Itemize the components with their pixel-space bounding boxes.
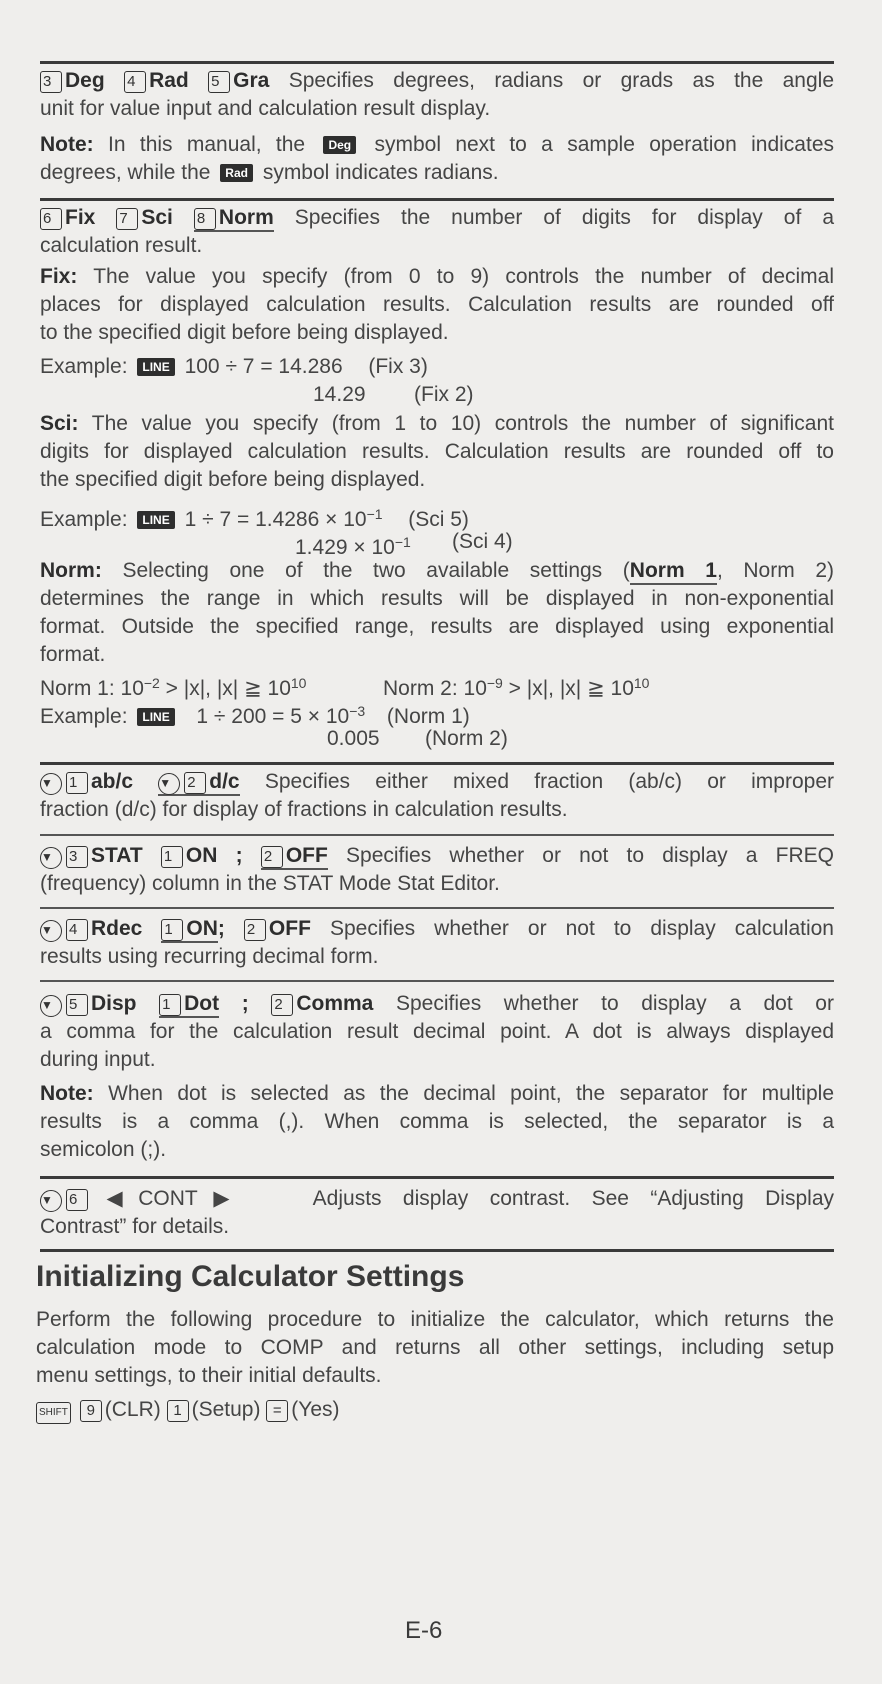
note-text-c: degrees, while the (40, 161, 211, 184)
norm-ex2-note: (Norm 2) (425, 727, 508, 750)
stat-desc: Specifies whether or not to display a FREQ (346, 844, 835, 867)
rdec-off: OFF (268, 917, 311, 940)
down-arrow-icon: ▼ (40, 847, 62, 869)
setup-label: (Setup) (191, 1398, 261, 1421)
section-divider (40, 1176, 834, 1179)
norm-ex2: 0.005 (327, 727, 380, 750)
rdec-header-line (40, 915, 834, 943)
norm1-exp: −2 (143, 675, 160, 691)
opt-fix: Fix (65, 206, 96, 229)
section-divider (40, 907, 834, 909)
down-arrow-icon: ▼ (158, 773, 180, 795)
stat-desc2: (frequency) column in the STAT Mode Stat Editor. (40, 872, 500, 895)
fix-example-line1 (40, 353, 834, 381)
fix-ex2-note: (Fix 2) (414, 383, 474, 406)
norm2-a: Norm 2: 10 (383, 677, 487, 700)
note-label: Note: (40, 133, 94, 156)
section-title: Initializing Calculator Settings (36, 1260, 465, 1293)
angle-note-line2 (40, 159, 834, 187)
sci-ex2-note: (Sci 4) (452, 530, 513, 553)
down-arrow-icon: ▼ (40, 773, 62, 795)
norm2-b: > |x|, |x| ≧ 10 (502, 677, 634, 700)
key-4: 4 (66, 919, 88, 941)
fix-ex1: 100 ÷ 7 = 14.286 (184, 355, 343, 378)
down-arrow-icon: ▼ (40, 920, 62, 942)
norm-ex1: 1 ÷ 200 = 5 × 10 (196, 705, 350, 728)
stat-off: OFF (285, 844, 328, 867)
cont-desc2: Contrast” for details. (40, 1215, 230, 1238)
key-6: 6 (40, 208, 62, 230)
stat-on: ON ; (185, 844, 243, 867)
sci-text2: digits for displayed calculation results. Calculation results are rounded off to (40, 440, 834, 463)
rdec-desc2: results using recurring decimal form. (40, 945, 379, 968)
frac-desc: Specifies either mixed fraction (ab/c) or improper (264, 770, 835, 793)
note-label: Note: (40, 1082, 94, 1105)
key-2: 2 (271, 994, 293, 1016)
key-1: 1 (161, 846, 183, 868)
fix-text3: to the specified digit before being displayed. (40, 321, 449, 344)
sci-text1: The value you specify (from 1 to 10) controls the number of significant (91, 412, 834, 435)
section-divider (40, 1249, 834, 1252)
stat-header-line (40, 842, 834, 870)
disp-note1: When dot is selected as the decimal point, the separator for multiple (108, 1082, 834, 1105)
page-number: E-6 (405, 1617, 443, 1644)
frac-header-line (40, 768, 834, 796)
section-divider (40, 61, 834, 64)
example-label: Example: (40, 705, 128, 728)
key-1: 1 (159, 994, 181, 1016)
line-badge: LINE (137, 708, 174, 726)
opt-rad: Rad (149, 69, 189, 92)
rdec-label: Rdec (91, 917, 143, 940)
norm-default: Norm 1 (630, 559, 717, 585)
angle-header-line (40, 67, 834, 95)
init-text3: menu settings, to their initial defaults. (36, 1364, 382, 1387)
key-equals: = (266, 1400, 288, 1422)
cont-header-line (40, 1185, 834, 1213)
sci-label: Sci: (40, 412, 79, 435)
init-text1: Perform the following procedure to initialize the calculator, which returns the (36, 1308, 834, 1331)
fix-text-line1 (40, 263, 834, 291)
note-text-a: In this manual, the (108, 133, 306, 156)
disp-label: Disp (91, 992, 137, 1015)
key-2: 2 (261, 846, 283, 868)
disp-sep: ; (241, 992, 249, 1015)
example-label: Example: (40, 508, 128, 531)
angle-desc: Specifies degrees, radians or grads as the angle (288, 69, 835, 92)
angle-desc2: unit for value input and calculation result display. (40, 97, 491, 120)
key-7: 7 (116, 208, 138, 230)
norm-text3: format. Outside the specified range, results are displayed using exponential (40, 615, 834, 638)
key-4: 4 (124, 71, 146, 93)
norm-text-line1 (40, 557, 834, 585)
key-2: 2 (244, 919, 266, 941)
fix-text1: The value you specify (from 0 to 9) controls the number of decimal (93, 265, 834, 288)
opt-abc: ab/c (91, 770, 134, 793)
key-5: 5 (208, 71, 230, 93)
down-arrow-icon: ▼ (40, 995, 62, 1017)
disp-header-line (40, 990, 834, 1018)
rad-badge: Rad (220, 164, 253, 182)
key-shift: SHIFT (36, 1402, 71, 1424)
key-1: 1 (66, 772, 88, 794)
disp-desc3: during input. (40, 1048, 156, 1071)
sci-example-line1 (40, 500, 834, 534)
norm-label: Norm: (40, 559, 102, 582)
down-arrow-icon: ▼ (40, 1190, 62, 1212)
example-label: Example: (40, 355, 128, 378)
cont-label: ◀CONT▶ (91, 1187, 246, 1210)
section-divider (40, 762, 834, 765)
fix-desc2: calculation result. (40, 234, 203, 257)
sci-ex1-note: (Sci 5) (408, 508, 469, 531)
disp-desc2: a comma for the calculation result decimal point. A dot is always displayed (40, 1020, 834, 1043)
key-3: 3 (40, 71, 62, 93)
opt-gra: Gra (233, 69, 270, 92)
disp-note3: semicolon (;). (40, 1138, 167, 1161)
angle-note-line1 (40, 131, 834, 159)
norm-text1a: Selecting one of the two available settings ( (122, 559, 630, 582)
opt-deg: Deg (65, 69, 105, 92)
rdec-desc: Specifies whether or not to display calculation (329, 917, 834, 940)
sci-text-line1 (40, 410, 834, 438)
sci-ex1-exp: −1 (366, 506, 383, 522)
rdec-sep: ; (217, 917, 225, 940)
cont-desc: Adjusts display contrast. See “Adjusting Display (312, 1187, 834, 1210)
key-9: 9 (80, 1400, 102, 1422)
frac-desc2: fraction (d/c) for display of fractions in calculation results. (40, 798, 568, 821)
key-1: 1 (161, 919, 183, 941)
key-3: 3 (66, 846, 88, 868)
note-text-b: symbol next to a sample operation indicates (374, 133, 835, 156)
fix-label: Fix: (40, 265, 78, 288)
sci-ex1: 1 ÷ 7 = 1.4286 × 10 (184, 508, 367, 531)
key-5: 5 (66, 994, 88, 1016)
norm1-b: > |x|, |x| ≧ 10 (159, 677, 291, 700)
sci-ex2: 1.429 × 10 (295, 536, 395, 559)
key-2: 2 (184, 772, 206, 794)
key-8: 8 (194, 208, 216, 230)
section-divider (40, 834, 834, 836)
norm1-exp2: 10 (290, 675, 307, 691)
opt-norm: Norm (218, 206, 274, 229)
clr-label: (CLR) (104, 1398, 161, 1421)
init-text2: calculation mode to COMP and returns all other settings, including setup (36, 1336, 834, 1359)
disp-dot: Dot (184, 992, 220, 1015)
yes-label: (Yes) (291, 1398, 340, 1421)
disp-comma: Comma (296, 992, 374, 1015)
sci-text3: the specified digit before being displayed. (40, 468, 426, 491)
fix-desc: Specifies the number of digits for display of a (294, 206, 835, 229)
section-divider (40, 980, 834, 982)
opt-sci: Sci (141, 206, 173, 229)
norm1-a: Norm 1: 10 (40, 677, 144, 700)
disp-desc: Specifies whether to display a dot or (395, 992, 834, 1015)
init-keys (36, 1396, 834, 1424)
line-badge: LINE (137, 358, 174, 376)
norm-text4: format. (40, 643, 106, 666)
key-6: 6 (66, 1189, 88, 1211)
norm-text1c: , Norm 2) (716, 559, 834, 582)
fix-text2: places for displayed calculation results. Calculation results are rounded off (40, 293, 834, 316)
deg-badge: Deg (323, 136, 356, 154)
opt-dc: d/c (209, 770, 240, 793)
norm-ex1-note: (Norm 1) (386, 705, 470, 728)
norm-ex1-exp: −3 (349, 703, 366, 719)
norm2-exp: −9 (486, 675, 503, 691)
fix-header-line (40, 204, 834, 232)
line-badge: LINE (137, 511, 174, 529)
note-text-d: symbol indicates radians. (262, 161, 499, 184)
disp-note-line1 (40, 1080, 834, 1108)
stat-label: STAT (91, 844, 143, 867)
norm-text2: determines the range in which results will be displayed in non-exponential (40, 587, 834, 610)
fix-ex1-note: (Fix 3) (368, 355, 428, 378)
disp-note2: results is a comma (,). When comma is selected, the separator is a (40, 1110, 834, 1133)
fix-ex2: 14.29 (313, 383, 366, 406)
key-1: 1 (167, 1400, 189, 1422)
rdec-on: ON (186, 917, 218, 940)
norm2-exp2: 10 (633, 675, 650, 691)
section-divider (40, 198, 834, 201)
sci-ex2-exp: −1 (394, 534, 411, 550)
